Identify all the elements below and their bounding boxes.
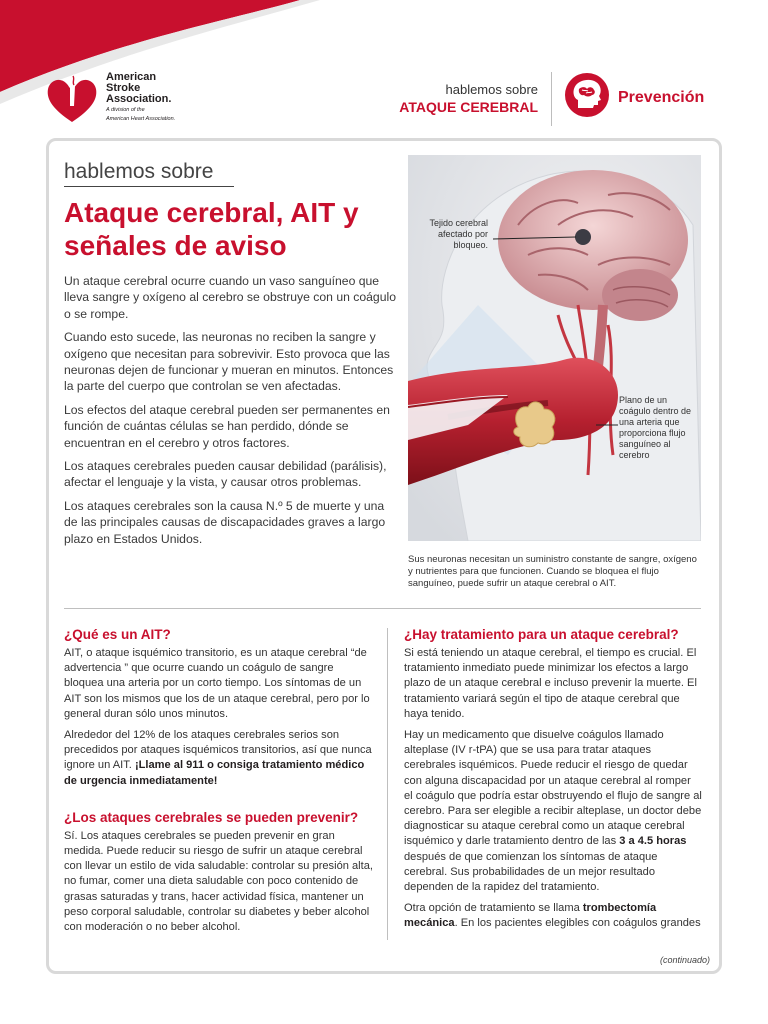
section-divider — [64, 608, 701, 609]
ait-warning-text: Alrededor del 12% de los ataques cerebrales serios son precedidos por ataques isquémicos transitorios, así que nunca ignore un AIT. — [64, 729, 372, 772]
continued-note: (continuado) — [659, 955, 710, 965]
brand-subline-2: American Heart Association. — [106, 116, 176, 122]
header-divider — [551, 72, 552, 126]
illustration-caption: Sus neuronas necesitan un suministro constante de sangre, oxígeno y nutrientes para que funcionen. Cuando se bloquea el flujo sanguíneo, puede sufrir un ataque cerebral o AIT. — [408, 554, 697, 589]
alteplase-window: 3 a 4.5 horas — [619, 835, 687, 848]
thrombectomy-paragraph — [404, 901, 702, 931]
callout-clot: Plano de un coágulo dentro de una arteria que proporciona flujo sanguíneo al cerebro — [619, 395, 692, 460]
intro-paragraph: Los ataques cerebrales son la causa N.º 5 de muerte y una de las principales causas de discapacidades graves a largo plazo en Estados Unidos. — [64, 498, 386, 546]
article-kicker: hablemos sobre — [64, 160, 214, 183]
brain-head-icon — [564, 72, 610, 118]
treatment-paragraph: Si está teniendo un ataque cerebral, el tiempo es crucial. El tratamiento inmediato puede minimizar los efectos a largo plazo de un ataque cerebral e incluso prevenir la muerte. El tratamiento variará según el tipo de ataque cerebral que haya tenido. — [404, 647, 697, 720]
brand-subline-1: A division of the — [106, 107, 145, 113]
thrombectomy-tail: . En los pacientes elegibles con coágulos grandes — [454, 917, 701, 930]
kicker-underline — [64, 186, 234, 187]
alteplase-paragraph — [404, 728, 702, 895]
intro-paragraph: Los efectos del ataque cerebral pueden ser permanentes en función de cuántas células se han perdido, dónde se encuentran en el cerebro y otros factores. — [64, 402, 390, 450]
series-kicker: hablemos sobre — [445, 82, 538, 97]
brand-logo[interactable] — [44, 70, 175, 126]
heart-torch-icon — [44, 70, 100, 126]
column-divider — [387, 628, 388, 940]
left-column — [64, 626, 376, 941]
intro-paragraph: Cuando esto sucede, las neuronas no reciben la sangre y oxígeno que necesitan para sobrevivir. Esto provoca que las neuronas dejen de funcionar y mueran en minutos. Entonces la parte del cuerpo que controlan se ven afectadas. — [64, 330, 394, 394]
alteplase-text: Hay un medicamento que disuelve coágulos llamado alteplase (IV r-tPA) que se usa para tratar ataques cerebrales isquémicos. Puede reducir el riesgo de quedar con alguna discapacidad por un ataque cerebral al romper el coágulo que podría estar obstruyendo el flujo de sangre al cerebro. Para ser elegible a recibir alteplase, un doctor debe diagnosticar su ataque cerebral como un ataque cerebral isquémico y darle tratamiento dentro de las — [404, 729, 702, 848]
brand-line-2: Stroke — [106, 82, 141, 94]
alteplase-tail: después de que comienzan los síntomas de ataque cerebral. Sus probabilidades de un mejor resultado dependen de la rapidez del tratamiento. — [404, 850, 658, 894]
thrombectomy-term: trombectomía mecánica — [404, 902, 657, 930]
intro-paragraph: Un ataque cerebral ocurre cuando un vaso sanguíneo que lleva sangre y oxígeno al cerebro se obstruye con un coágulo o se rompe. — [64, 274, 396, 321]
ait-paragraph: AIT, o ataque isquémico transitorio, es un ataque cerebral “de advertencia ” que ocurre cuando un coágulo de sangre bloquea una arteria por un corto tiempo. Los síntomas de un AIT son los mismos que los de un ataque cerebral, pero por lo general duran sólo unos minutos. — [64, 647, 370, 720]
brain-artery-illustration — [408, 155, 701, 541]
intro-paragraph: Los ataques cerebrales pueden causar debilidad (parálisis), afectar el lenguaje y la vista, y causar otros problemas. — [64, 459, 387, 490]
right-column — [404, 626, 702, 938]
intro-text — [64, 273, 400, 554]
ait-call-911: ¡Llame al 911 o consiga tratamiento médico de urgencia inmediatamente! — [64, 759, 365, 787]
ait-paragraph-warning — [64, 728, 376, 789]
heading-ait: ¿Qué es un AIT? — [64, 627, 171, 642]
series-name: ATAQUE CEREBRAL — [399, 99, 538, 115]
heading-treatment: ¿Hay tratamiento para un ataque cerebral? — [404, 627, 679, 642]
page-title: Ataque cerebral, AIT y señales de aviso — [64, 197, 359, 261]
brand-line-3: Association. — [106, 93, 172, 105]
spacer — [64, 795, 376, 809]
series-title — [399, 82, 538, 116]
category-label: Prevención — [618, 89, 705, 106]
brand-line-1: American — [106, 71, 157, 83]
thrombectomy-text: Otra opción de tratamiento se llama — [404, 902, 583, 915]
prevention-paragraph: Sí. Los ataques cerebrales se pueden prevenir en gran medida. Puede reducir su riesgo de sufrir un ataque cerebral con llevar un estilo de vida saludable: controlar su presión alta, no fumar, comer una dieta saludable con poco contenido de grasas saturadas y trans, hacer actividad física, mantener un peso corporal saludable, controlar su diabetes y beber alcohol con moderación o no beber alcohol. — [64, 829, 373, 934]
heading-prevention: ¿Los ataques cerebrales se pueden prevenir? — [64, 809, 359, 825]
callout-tissue: Tejido cerebral afectado por bloqueo. — [429, 218, 488, 250]
illustration-graphic — [408, 155, 701, 541]
